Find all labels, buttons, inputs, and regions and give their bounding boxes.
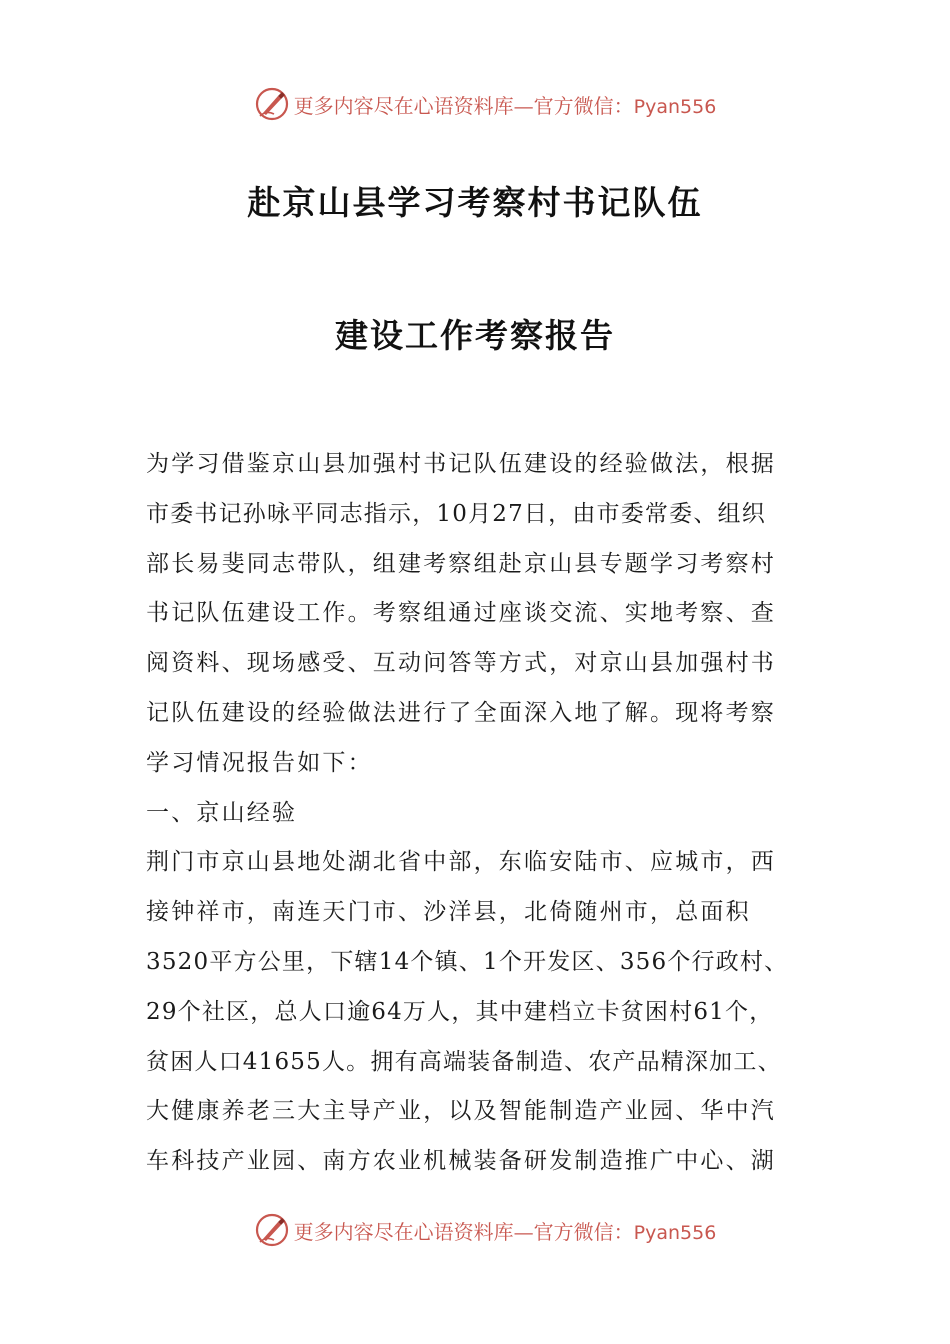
body-line: 3520平方公里，下辖14个镇、1个开发区、356个行政村、 [146, 948, 789, 975]
body-line: 书记队伍建设工作。考察组通过座谈交流、实地考察、查 [146, 600, 776, 627]
body-line: 29个社区，总人口逾64万人，其中建档立卡贫困村61个， [146, 998, 774, 1025]
body-line: 为学习借鉴京山县加强村书记队伍建设的经验做法，根据 [146, 451, 776, 477]
pen-circle-logo-icon [254, 86, 290, 122]
section-heading: 一、京山经验 [146, 799, 298, 826]
watermark-content [254, 1212, 717, 1248]
watermark-wechat-id: Pyan556 [633, 1221, 717, 1244]
document-body [146, 440, 808, 1187]
watermark-wechat-id: Pyan556 [633, 95, 717, 118]
pen-circle-logo-icon [254, 1212, 290, 1248]
body-line: 大健康养老三大主导产业，以及智能制造产业园、华中汽 [146, 1098, 776, 1125]
body-line: 阅资料、现场感受、互动问答等方式，对京山县加强村书 [146, 650, 776, 677]
watermark-content [254, 86, 717, 122]
watermark-text: 更多内容尽在心语资料库—官方微信：Pyan556 [293, 93, 717, 118]
document-title-line-1: 赴京山县学习考察村书记队伍 [247, 183, 703, 222]
body-line: 荆门市京山县地处湖北省中部，东临安陆市、应城市，西 [146, 849, 776, 876]
watermark-banner-top [0, 84, 950, 124]
body-line: 部长易斐同志带队，组建考察组赴京山县专题学习考察村 [146, 550, 776, 577]
body-line: 学习情况报告如下： [146, 749, 373, 776]
watermark-banner-bottom [0, 1210, 950, 1250]
watermark-text: 更多内容尽在心语资料库—官方微信：Pyan556 [293, 1219, 717, 1244]
body-line: 接钟祥市，南连天门市、沙洋县，北倚随州市，总面积 [146, 899, 751, 926]
body-line: 车科技产业园、南方农业机械装备研发制造推广中心、湖 [146, 1148, 776, 1175]
document-title-line-2: 建设工作考察报告 [335, 316, 615, 355]
body-line: 记队伍建设的经验做法进行了全面深入地了解。现将考察 [146, 699, 776, 726]
body-line: 市委书记孙咏平同志指示，10月27日，由市委常委、组织 [146, 500, 766, 527]
body-line: 贫困人口41655人。拥有高端装备制造、农产品精深加工、 [146, 1048, 782, 1075]
